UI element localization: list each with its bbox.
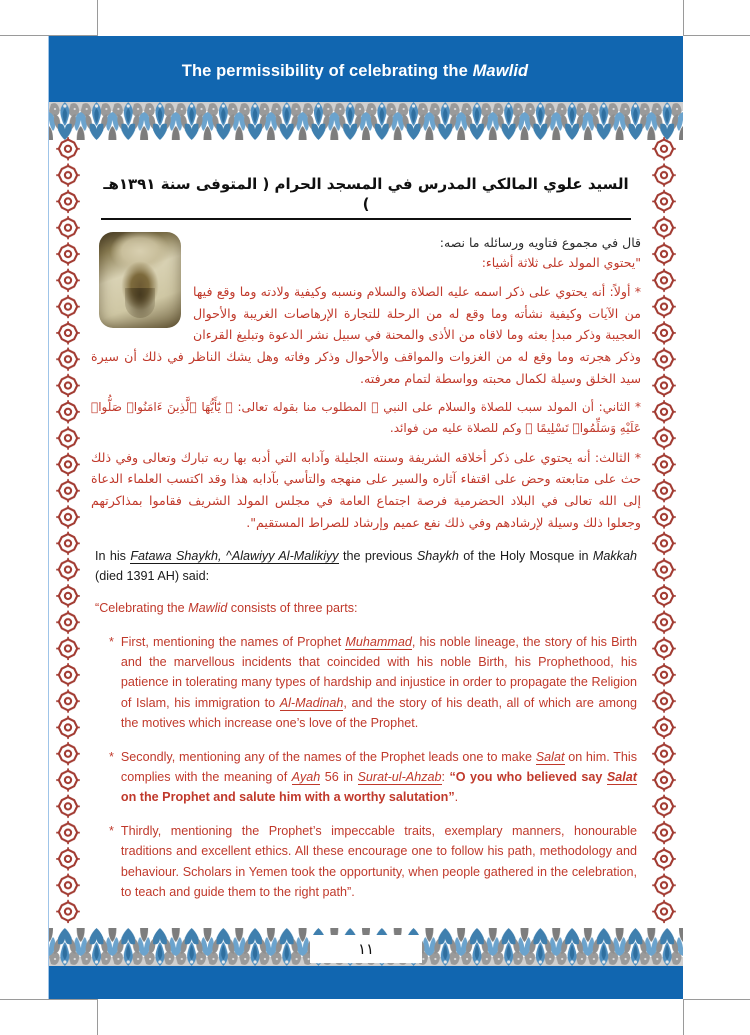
item1-text-2: , his noble lineage, the story of his Birth and the marvellous incidents that coincided with his noble Birth, his Prophethood, his patience in tolerating many types of hardship and injustice in order to propagate the Religion of Islam, his immigration to xyxy=(120,634,637,710)
item2-text-4: : xyxy=(441,770,450,785)
en-intro-italic-1: Fatawa Shaykh, ^Alawiyy Al-Malikiyy xyxy=(130,549,339,564)
item2-bold-2: on the Prophet and salute him with a worthy salutation” xyxy=(120,790,455,805)
crop-mark-bottom-left-horizontal xyxy=(0,999,98,1000)
en-intro-text-3: of the Holy Mosque in xyxy=(458,549,593,564)
bullet-star-icon: * xyxy=(109,749,114,764)
item1-text-1: First, mentioning the names of Prophet xyxy=(120,634,346,649)
en-lead-italic-1: Mawlid xyxy=(188,601,228,616)
page-number: ١١ xyxy=(310,935,422,963)
item2-italic-1: Salat xyxy=(535,749,565,764)
item2-italic-3: Surat-ul-Ahzab xyxy=(357,770,442,785)
en-intro-text-2: the previous xyxy=(338,549,417,564)
en-intro-italic-2: Shaykh xyxy=(416,549,459,564)
list-item-body xyxy=(121,632,637,734)
item2-text-3: 56 in xyxy=(320,770,358,785)
en-intro-italic-3: Makkah xyxy=(592,549,637,564)
item1-italic-2: Al-Madinah xyxy=(279,695,344,710)
arabic-quote-opening: "يحتوي المولد على ثلاثة أشياء: xyxy=(481,255,641,271)
crop-mark-bottom-right-horizontal xyxy=(683,999,750,1000)
page-title-text: The permissibility of celebrating the xyxy=(181,62,473,80)
item1-italic-1: Muhammad xyxy=(345,634,412,649)
en-lead-text-2: consists of three parts: xyxy=(227,601,358,616)
en-intro-text-4: (died 1391 AH) said: xyxy=(95,568,210,583)
english-attribution-paragraph xyxy=(91,547,641,586)
arabic-paragraph-3: * الثالث: أنه يحتوي على ذكر أخلاقه الشريفة وسنته الجليلة وآدابه التي أدبه بها ربه تبارك وتعالى وفي ذلك حث على متابعته وحض على اقتفاء آثاره والسير على منهجه والتأسي بآدابه هذا وقد اكتسب العلماء الدعاة إلى الله تعالى في البلاد الحضرمية فرصة اجتماع العامة في مجلس المولد الشريف فقاموا بمذاكرتهم وجعلوا ذلك وسيلة لإرشادهم وفي ذلك نفع عميم وإرشاد للصراط المستقيم". xyxy=(91,449,641,530)
list-item-body xyxy=(121,747,637,808)
en-lead-text-1: “Celebrating the xyxy=(95,601,189,616)
arabic-intro-line: قال في مجموع فتاويه ورسائله ما نصه: xyxy=(439,234,641,250)
item2-text-2: on him. This complies with the meaning of xyxy=(120,749,637,785)
side-border-right xyxy=(651,136,677,925)
english-list-item-2 xyxy=(91,747,641,808)
item2-text-1: Secondly, mentioning any of the names of the Prophet leads one to make xyxy=(120,749,536,764)
crop-mark-top-left-vertical xyxy=(97,0,98,36)
header-band xyxy=(49,36,683,102)
arabic-paragraph-2: * الثاني: أن المولد سبب للصلاة والسلام على النبي ﷺ المطلوب منا بقوله تعالى: ﴿ يَٰٓأَيُّهَا ٱلَّذِينَ ءَامَنُوا۟ صَلُّوا۟ عَلَيْهِ وَسَلِّمُوا۟ تَسْلِيمًا ﴾ وكم للصلاة عليه من فوائد. xyxy=(91,400,641,435)
document-page xyxy=(49,36,683,999)
ornament-band-top xyxy=(49,102,683,140)
english-list-item-1 xyxy=(91,632,641,734)
item2-text-5: . xyxy=(454,790,459,805)
item2-bold-1: “O you who believed say xyxy=(449,770,607,785)
english-lead-paragraph xyxy=(91,599,641,619)
crop-mark-bottom-left-vertical xyxy=(97,1000,98,1035)
list-item-body: Thirdly, mentioning the Prophet’s impeccable traits, exemplary manners, honourable traditions and excellent ethics. All these encourage one to follow his path, methodology and behaviour. Scholars in Yemen took the opportunity, when people gathered in the celebration, to teach and guide them to the right path”. xyxy=(120,823,637,899)
footer-band xyxy=(49,966,683,999)
bullet-star-icon: * xyxy=(109,823,114,838)
item2-italic-2: Ayah xyxy=(291,770,321,785)
crop-mark-top-right-vertical xyxy=(683,0,684,36)
crop-mark-bottom-right-vertical xyxy=(683,1000,684,1035)
arabic-section-heading: السيد علوي المالكي المدرس في المسجد الحرام ( المتوفى سنة ١٣٩١هـ ) xyxy=(101,174,631,220)
english-list-item-3 xyxy=(91,821,641,903)
item1-text-3: , and the story of his death, all of which are among the motives which increase one’s love of the Prophet. xyxy=(120,695,637,731)
side-border-left xyxy=(55,136,81,925)
page-title xyxy=(49,62,683,81)
crop-mark-top-right-horizontal xyxy=(683,35,750,36)
item2-bold-italic-1: Salat xyxy=(606,770,637,785)
scholar-portrait-image xyxy=(99,232,181,328)
page-title-emphasis: Mawlid xyxy=(472,62,529,80)
en-intro-text-1: In his xyxy=(95,549,131,564)
page-content xyxy=(91,148,641,919)
arabic-paragraph-1: * أولاً: أنه يحتوي على ذكر اسمه عليه الصلاة والسلام ونسبه وكيفية ولادته وما وقع فيها من الآيات وكيفية نشأته وما وقع له من الرحلة للتجارة الإرهاصات الغريبة والأحوال العجيبة وذكر مبدإ بعثه وما لاقاه من الأذى والمحنة في سبيل نشر الدعوة وتبليغ القرءان وذكر هجرته وما وقع له من الغزوات والمواقف والأحوال وذكر وفاته وهل يشك الناظر في ذلك أن سيرة سيد الخلق وسيلة لكمال محبته وواسطة لتمام معرفته. xyxy=(91,284,641,386)
bullet-star-icon: * xyxy=(109,634,114,649)
